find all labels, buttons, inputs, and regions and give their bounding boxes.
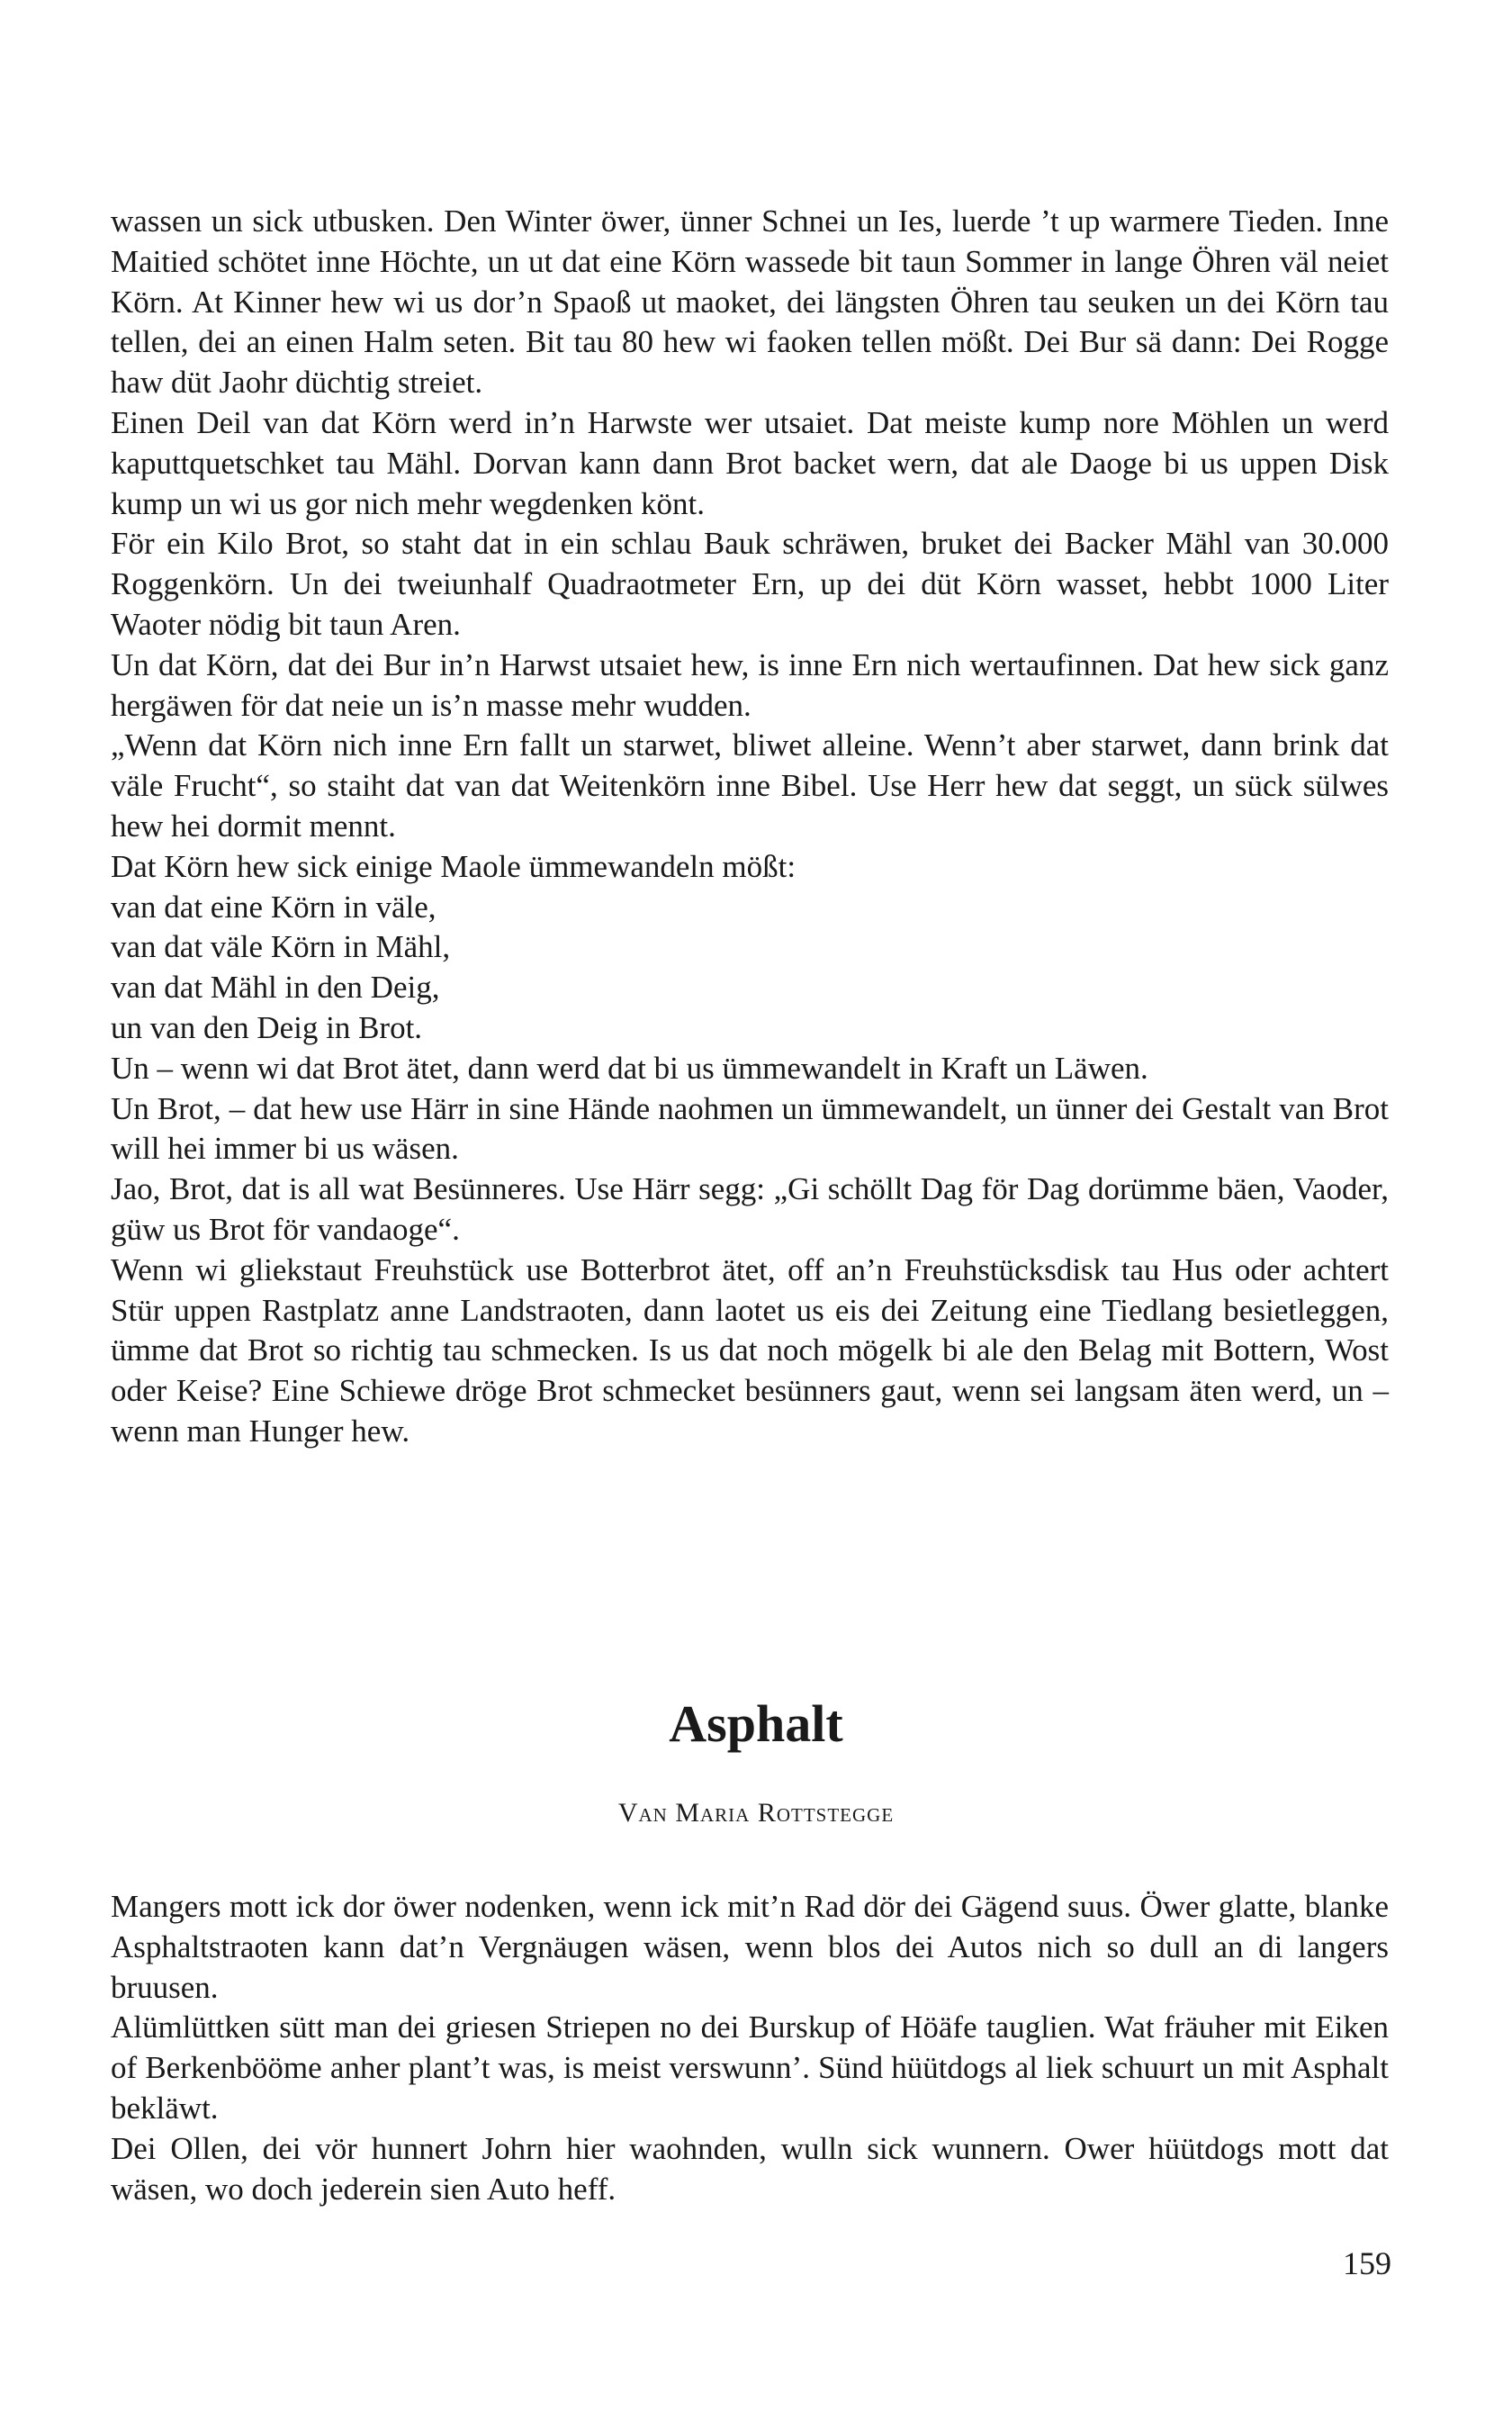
lower-text-block: [111, 1887, 1389, 2209]
paragraph: Jao, Brot, dat is all wat Besünneres. Use Härr segg: „Gi schöllt Dag för Dag dorümme bäen, Vaoder, güw us Brot för vandaoge“.: [111, 1171, 1389, 1247]
verse-line: van dat väle Körn in Mähl,: [111, 929, 451, 965]
page-number: 159: [1343, 2245, 1391, 2281]
verse-line: van dat Mähl in den Deig,: [111, 970, 440, 1006]
paragraph: wassen un sick utbusken. Den Winter öwer, ünner Schnei un Ies, luerde ’t up warmere Tieden. Inne Maitied schötet inne Höchte, un ut dat eine Körn wassede bit taun Sommer in lange Öhren väl neiet Körn. At Kinner hew wi us dor’n Spaoß ut maoket, dei längsten Öhren tau seuken un dei Körn tau tellen, dei an einen Halm seten. Bit tau 80 hew wi faoken tellen mößt. Dei Bur sä dann: Dei Rogge haw düt Jaohr düchtig streiet.: [111, 203, 1389, 401]
article-byline: Van Maria Rottstegge: [617, 1798, 895, 1828]
paragraph: Wenn wi gliekstaut Freuhstück use Botterbrot ätet, off an’n Freuhstücksdisk tau Hus oder achtert Stür uppen Rastplatz anne Landstraoten, dann laotet us eis dei Zeitung eine Tiedlang besietleggen, ümme dat Brot so richtig tau schmecken. Is us dat noch mögelk bi ale den Belag mit Bottern, Wost oder Keise? Eine Schiewe dröge Brot schmecket besünners gaut, wenn sei langsam äten werd, un – wenn man Hunger hew.: [111, 1251, 1389, 1449]
article-title: Asphalt: [669, 1694, 843, 1753]
paragraph: Mangers mott ick dor öwer nodenken, wenn ick mit’n Rad dör dei Gägend suus. Öwer glatte, blanke Asphaltstraoten kann dat’n Vergnäugen wäsen, wenn blos dei Autos nich so dull an di langers bruusen.: [111, 1889, 1389, 2005]
paragraph: „Wenn dat Körn nich inne Ern fallt un starwet, bliwet alleine. Wenn’t aber starwet, dann brink dat väle Frucht“, so staiht dat van dat Weitenkörn inne Bibel. Use Herr hew dat seggt, un sück sülwes hew hei dormit mennt.: [111, 727, 1389, 844]
paragraph: Dat Körn hew sick einige Maole ümmewandeln mößt:: [111, 848, 796, 884]
paragraph: Einen Deil van dat Körn werd in’n Harwste wer utsaiet. Dat meiste kump nore Möhlen un werd kaputtquetschket tau Mähl. Dorvan kann dann Brot backet wern, dat ale Daoge bi us uppen Disk kump un wi us gor nich mehr wegdenken könt.: [111, 404, 1389, 521]
paragraph: Dei Ollen, dei vör hunnert Johrn hier waohnden, wulln sick wunnern. Ower hüütdogs mott dat wäsen, wo doch jederein sien Auto heff.: [111, 2130, 1389, 2207]
upper-text-block: [111, 202, 1389, 1452]
paragraph: Un dat Körn, dat dei Bur in’n Harwst utsaiet hew, is inne Ern nich wertaufinnen. Dat hew sick ganz hergäwen för dat neie un is’n masse mehr wudden.: [111, 646, 1389, 723]
verse-line: van dat eine Körn in väle,: [111, 889, 436, 925]
paragraph: För ein Kilo Brot, so staht dat in ein schlau Bauk schräwen, bruket dei Backer Mähl van 30.000 Roggenkörn. Un dei tweiunhalf Quadraotmeter Ern, up dei düt Körn wasset, hebbt 1000 Liter Waoter nödig bit taun Aren.: [111, 526, 1389, 642]
verse-line: un van den Deig in Brot.: [111, 1009, 423, 1045]
paragraph: Alümlüttken sütt man dei griesen Striepen no dei Burskup of Höäfe tauglien. Wat fräuher mit Eiken of Berkenbööme anher plant’t was, is meist verswunn’. Sünd hüütdogs al liek schuurt un mit Asphalt bekläwt.: [111, 2009, 1389, 2126]
paragraph: Un – wenn wi dat Brot ätet, dann werd dat bi us ümmewandelt in Kraft un Läwen.: [111, 1050, 1148, 1086]
paragraph: Un Brot, – dat hew use Härr in sine Hände naohmen un ümmewandelt, un ünner dei Gestalt van Brot will hei immer bi us wäsen.: [111, 1090, 1389, 1167]
